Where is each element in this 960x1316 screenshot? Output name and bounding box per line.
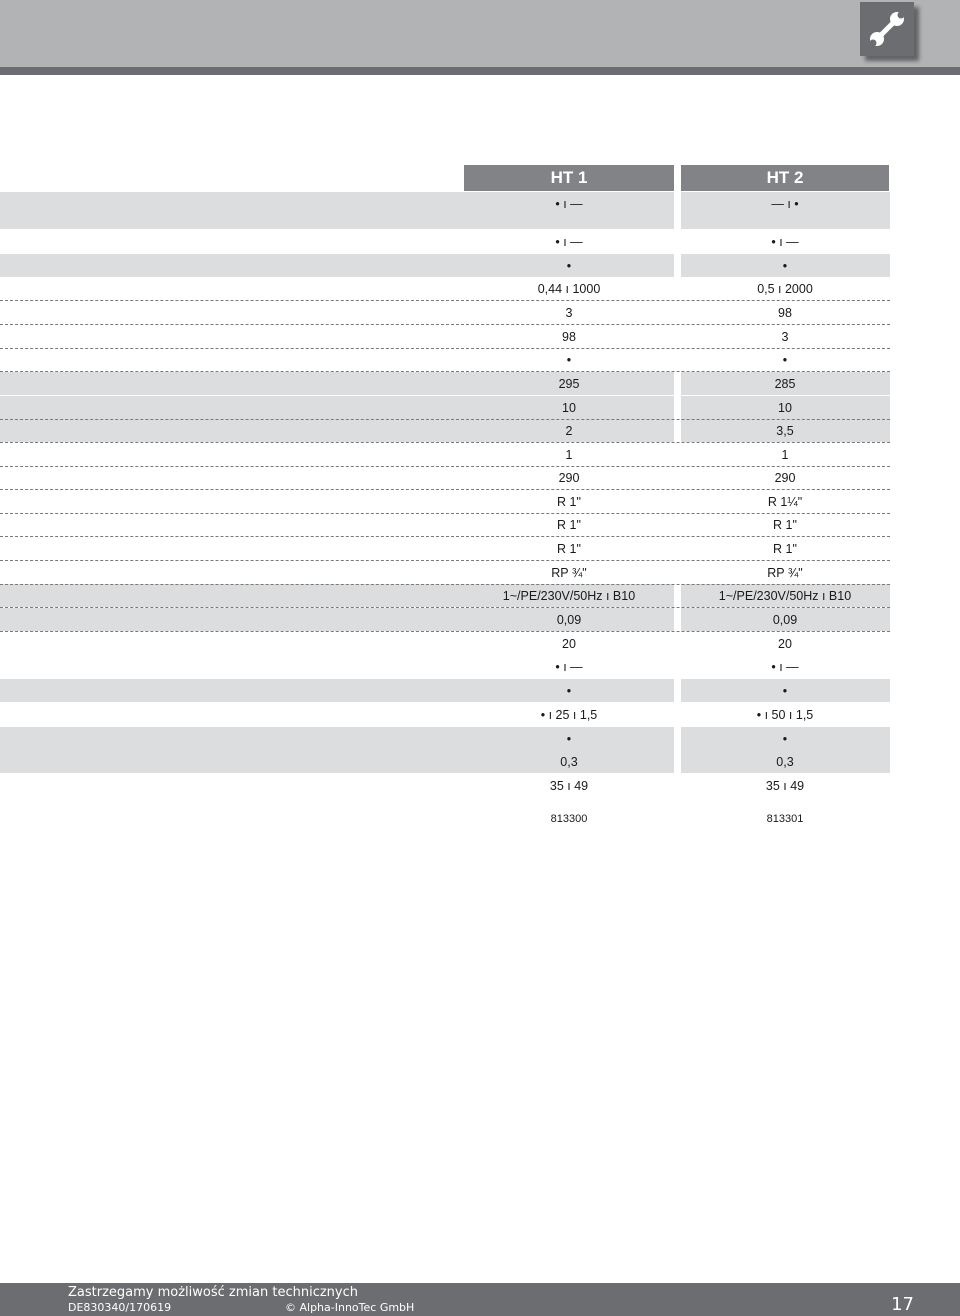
table-cell: • <box>782 732 788 746</box>
table-cell: 98 <box>778 306 792 320</box>
table-cell: • ı 50 ı 1,5 <box>756 708 814 722</box>
part-number: 813301 <box>766 813 804 825</box>
table-cell: 0,09 <box>556 613 582 627</box>
table-cell: • <box>782 684 788 698</box>
footer-copyright: © Alpha-InnoTec GmbH <box>285 1301 415 1314</box>
column-gap <box>674 396 681 419</box>
table-cell: 1~/PE/230V/50Hz ı B10 <box>718 589 852 603</box>
table-cell: 1~/PE/230V/50Hz ı B10 <box>502 589 636 603</box>
table-cell: R 1" <box>773 518 797 532</box>
table-cell: • ı — <box>555 660 583 674</box>
table-cell: 3 <box>565 306 573 320</box>
table-cell: 3,5 <box>776 424 794 438</box>
footer-bar <box>0 1283 960 1316</box>
part-number: 813300 <box>550 813 588 825</box>
table-cell: • <box>566 259 572 273</box>
column-gap <box>674 584 681 607</box>
table-cell: 0,5 ı 2000 <box>757 282 813 296</box>
table-cell: • ı — <box>555 235 583 249</box>
table-cell: 285 <box>774 377 796 391</box>
column-gap <box>674 727 681 750</box>
table-cell: 2 <box>565 424 573 438</box>
table-cell: 290 <box>558 471 580 485</box>
wrench-icon <box>860 2 914 56</box>
column-gap <box>674 608 681 631</box>
table-cell: 10 <box>562 401 576 415</box>
table-cell: 10 <box>778 401 792 415</box>
table-cell: 20 <box>778 637 792 651</box>
column-header-ht2: HT 2 <box>681 165 889 191</box>
column-gap <box>674 750 681 773</box>
table-cell: • <box>782 259 788 273</box>
table-cell: 35 ı 49 <box>765 779 805 793</box>
page-number: 17 <box>891 1294 914 1315</box>
table-cell: • <box>566 684 572 698</box>
header-bar <box>0 0 960 67</box>
table-cell: 0,09 <box>772 613 798 627</box>
column-header-ht1: HT 1 <box>464 165 674 191</box>
table-cell: • <box>566 732 572 746</box>
table-cell: R 1¼" <box>767 495 803 509</box>
header-line <box>0 67 960 75</box>
footer-doc-id: DE830340/170619 <box>68 1301 172 1314</box>
table-cell: RP ¾" <box>551 566 587 580</box>
column-gap <box>674 679 681 702</box>
footer-note: Zastrzegamy możliwość zmian technicznych <box>68 1285 358 1300</box>
table-cell: R 1" <box>557 542 581 556</box>
table-cell: • ı — <box>771 660 799 674</box>
table-cell: 0,44 ı 1000 <box>537 282 601 296</box>
column-gap <box>674 419 681 442</box>
table-cell: 290 <box>774 471 796 485</box>
table-cell: 295 <box>558 377 580 391</box>
table-cell: R 1" <box>557 518 581 532</box>
table-cell: • <box>782 353 788 367</box>
table-cell: — ı • <box>771 197 799 211</box>
table-cell: 1 <box>781 448 789 462</box>
table-cell: 35 ı 49 <box>549 779 589 793</box>
table-cell: R 1" <box>557 495 581 509</box>
column-gap <box>674 372 681 395</box>
column-gap <box>674 254 681 277</box>
table-cell: 0,3 <box>560 755 578 769</box>
table-cell: RP ¾" <box>767 566 803 580</box>
table-cell: • ı — <box>771 235 799 249</box>
table-cell: 98 <box>562 330 576 344</box>
table-cell: • <box>566 353 572 367</box>
table-cell: 1 <box>565 448 573 462</box>
table-cell: • ı — <box>555 197 583 211</box>
table-cell: 20 <box>562 637 576 651</box>
table-cell: 3 <box>781 330 789 344</box>
table-cell: R 1" <box>773 542 797 556</box>
column-gap <box>674 192 681 229</box>
table-cell: 0,3 <box>776 755 794 769</box>
table-cell: • ı 25 ı 1,5 <box>540 708 598 722</box>
